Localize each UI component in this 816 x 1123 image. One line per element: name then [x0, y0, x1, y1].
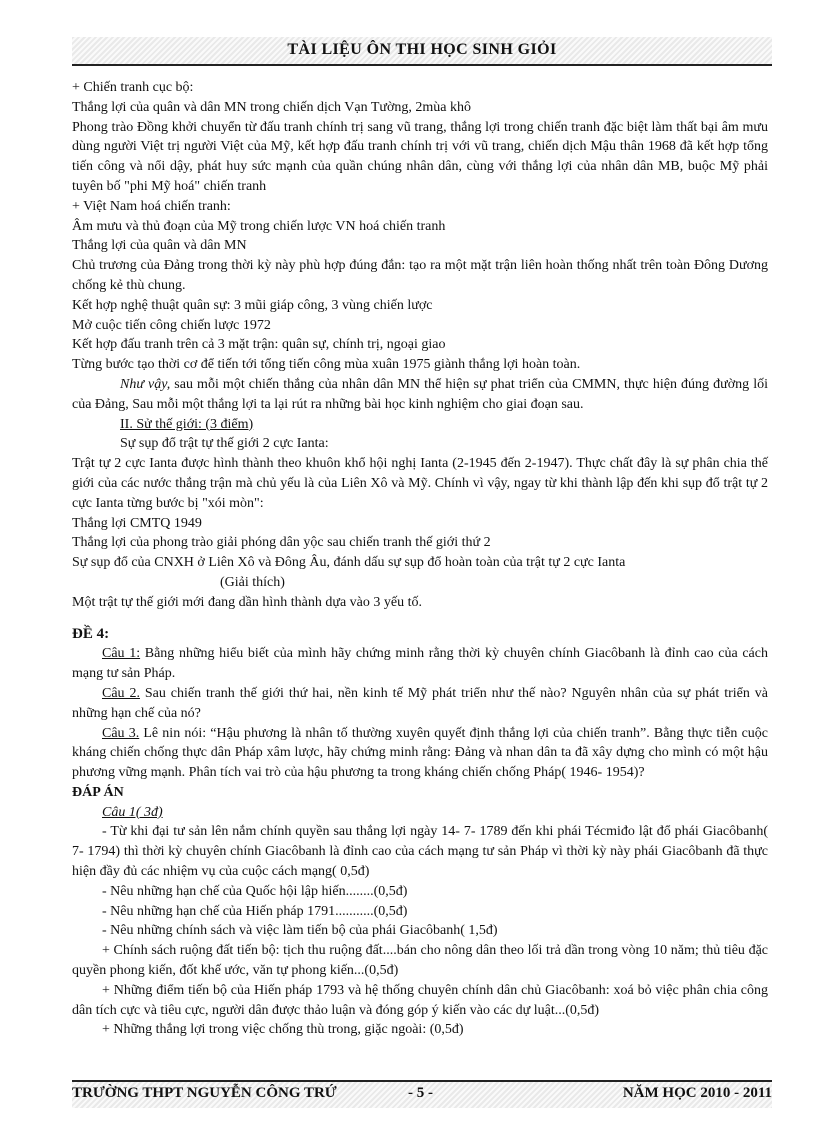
paragraph: Từng bước tạo thời cơ để tiến tới tổng tiến công mùa xuân 1975 giành thắng lợi hoàn toàn.: [72, 357, 581, 373]
question-3: [72, 724, 768, 783]
answer-label: Câu 1( 3đ): [102, 804, 163, 820]
conclusion-lead: Như vậy,: [120, 376, 171, 392]
answer-item: - Nêu những hạn chế của Quốc hội lập hiến........(0,5đ): [102, 883, 408, 899]
answer-title: ĐÁP ÁN: [72, 784, 124, 800]
question-text: Sau chiến tranh thế giới thứ hai, nền kinh tế Mỹ phát triển như thế nào? Nguyên nhân của sự phát triển và những hạn chế của nó?: [72, 685, 768, 721]
answer-item: - Từ khi đại tư sản lên nắm chính quyền sau thắng lợi ngày 14- 7- 1789 đến khi phái Técmiđo lật đổ phái Giacôbanh( 7- 1794) thì thời kỳ chuyên chính Giacôbanh là đỉnh cao của cách mạng tư sản Pháp vì thời kỳ này phái Giacôbanh đã thực hiện đầy đủ các nhiệm vụ của cuộc cách mạng( 0,5đ): [72, 824, 768, 880]
footer-school: TRƯỜNG THPT NGUYỄN CÔNG TRỨ: [72, 1085, 337, 1101]
answer-item: - Nêu những hạn chế của Hiến pháp 1791...........(0,5đ): [102, 903, 408, 919]
answer-item: + Những điểm tiến bộ của Hiến pháp 1793 và hệ thống chuyên chính dân chủ Giacôbanh: xoá bỏ việc phân chia công dân tích cực và tiêu cực, người dân được thảo luận và đóng góp ý kiến vào các dự luật...(0,5đ): [72, 982, 768, 1018]
paragraph: Trật tự 2 cực Ianta được hình thành theo khuôn khổ hội nghị Ianta (2-1945 đến 2-1947). Thực chất đây là sự phân chia thế giới của các nước thắng trận mà chủ yếu là của Liên Xô và Mỹ. Chính vì vậy, ngay từ khi thành lập đến khi sụp đổ trật tự 2 cực Ianta từng bước bị "xói mòn":: [72, 456, 768, 511]
paragraph: Âm mưu và thủ đoạn của Mỹ trong chiến lược VN hoá chiến tranh: [72, 218, 446, 234]
section-heading: II. Sử thế giới: (3 điểm): [120, 416, 254, 432]
question-label: Câu 3.: [102, 725, 140, 741]
page-header: [72, 37, 772, 66]
paragraph: Phong trào Đồng khởi chuyển từ đấu tranh chính trị sang vũ trang, thắng lợi trong chiến tranh đặc biệt làm thất bại âm mưu dùng người Việt trị người Việt của Mỹ, kết hợp đấu tranh chính trị với vũ trang, chiến dịch Mậu thân 1968 đã kết hợp tổng tiến công và nổi dậy, phát huy sức mạnh của quần chúng nhân dân, cùng với thắng lợi của nhân dân MB, buộc Mỹ phải tuyên bố "phi Mỹ hoá" chiến tranh: [72, 119, 768, 194]
question-label: Câu 1:: [102, 646, 141, 662]
paragraph: Thắng lợi của quân và dân MN: [72, 238, 247, 254]
exam-title: ĐỀ 4:: [72, 625, 110, 642]
paragraph: Một trật tự thế giới mới đang dần hình thành dựa vào 3 yếu tố.: [72, 594, 422, 610]
paragraph: (Giải thích): [220, 574, 285, 590]
footer-page-number: - 5 -: [408, 1085, 433, 1101]
conclusion-text: sau mỗi một chiến thắng của nhân dân MN thể hiện sự phat triển của CMMN, thực hiện đúng đường lối của Đảng, Sau mỗi một thắng lợi ta lại rút ra những bài học kinh nghiệm cho giai đoạn sau.: [72, 376, 768, 412]
paragraph: Kết hợp đấu tranh trên cả 3 mặt trận: quân sự, chính trị, ngoại giao: [72, 337, 446, 353]
document-body: [72, 78, 768, 1040]
paragraph: Thắng lợi của quân và dân MN trong chiến dịch Vạn Tường, 2mùa khô: [72, 99, 472, 115]
conclusion-paragraph: [72, 375, 768, 415]
question-label: Câu 2.: [102, 685, 140, 701]
page-footer: [72, 1080, 772, 1108]
paragraph: Mở cuộc tiến công chiến lược 1972: [72, 317, 271, 333]
question-2: [72, 684, 768, 724]
paragraph: Sự sụp đổ của CNXH ở Liên Xô và Đông Âu, đánh dấu sự sụp đổ hoàn toàn của trật tự 2 cực Ianta: [72, 555, 626, 571]
footer-school-year: NĂM HỌC 2010 - 2011: [622, 1085, 772, 1101]
paragraph: + Chiến tranh cục bộ:: [72, 80, 194, 95]
header-title: TÀI LIỆU ÔN THI HỌC SINH GIỎI: [287, 41, 557, 58]
paragraph: + Việt Nam hoá chiến tranh:: [72, 198, 231, 214]
answer-item: - Nêu những chính sách và việc làm tiến bộ của phái Giacôbanh( 1,5đ): [102, 923, 498, 939]
paragraph: Sự sụp đổ trật tự thế giới 2 cực Ianta:: [120, 436, 329, 452]
answer-item: + Chính sách ruộng đất tiến bộ: tịch thu ruộng đất....bán cho nông dân theo lối trả dần trong vòng 10 năm; thủ tiêu đặc quyền phong kiến, đốt khế ước, văn tự phong kiến...(0,5đ): [72, 943, 768, 979]
question-text: Lê nin nói: “Hậu phương là nhân tố thường xuyên quyết định thắng lợi của chiến tranh”. Bằng thực tiễn cuộc kháng chiến chống thực dân Pháp xâm lược, hãy chứng minh rằng: Đảng và nhan dân ta đã xây dựng cho mình có một hậu phương vững mạnh. Phân tích vai trò của hậu phương ta trong kháng chiến chống Pháp( 1946- 1954)?: [72, 725, 768, 781]
paragraph: Thắng lợi của phong trào giải phóng dân yộc sau chiến tranh thế giới thứ 2: [72, 535, 491, 551]
question-text: Bằng những hiểu biết của mình hãy chứng minh rằng thời kỳ chuyên chính Giacôbanh là đỉnh cao của cách mạng tư sản Pháp.: [72, 646, 768, 682]
paragraph: Chủ trương của Đảng trong thời kỳ này phù hợp đúng đắn: tạo ra một mặt trận liên hoàn thống nhất trên toàn Đông Dương chống kẻ thù chung.: [72, 258, 768, 293]
paragraph: Kết hợp nghệ thuật quân sự: 3 mũi giáp công, 3 vùng chiến lược: [72, 297, 433, 313]
answer-item: + Những thắng lợi trong việc chống thù trong, giặc ngoài: (0,5đ): [102, 1022, 464, 1038]
question-1: [72, 644, 768, 684]
paragraph: Thắng lợi CMTQ 1949: [72, 515, 202, 531]
